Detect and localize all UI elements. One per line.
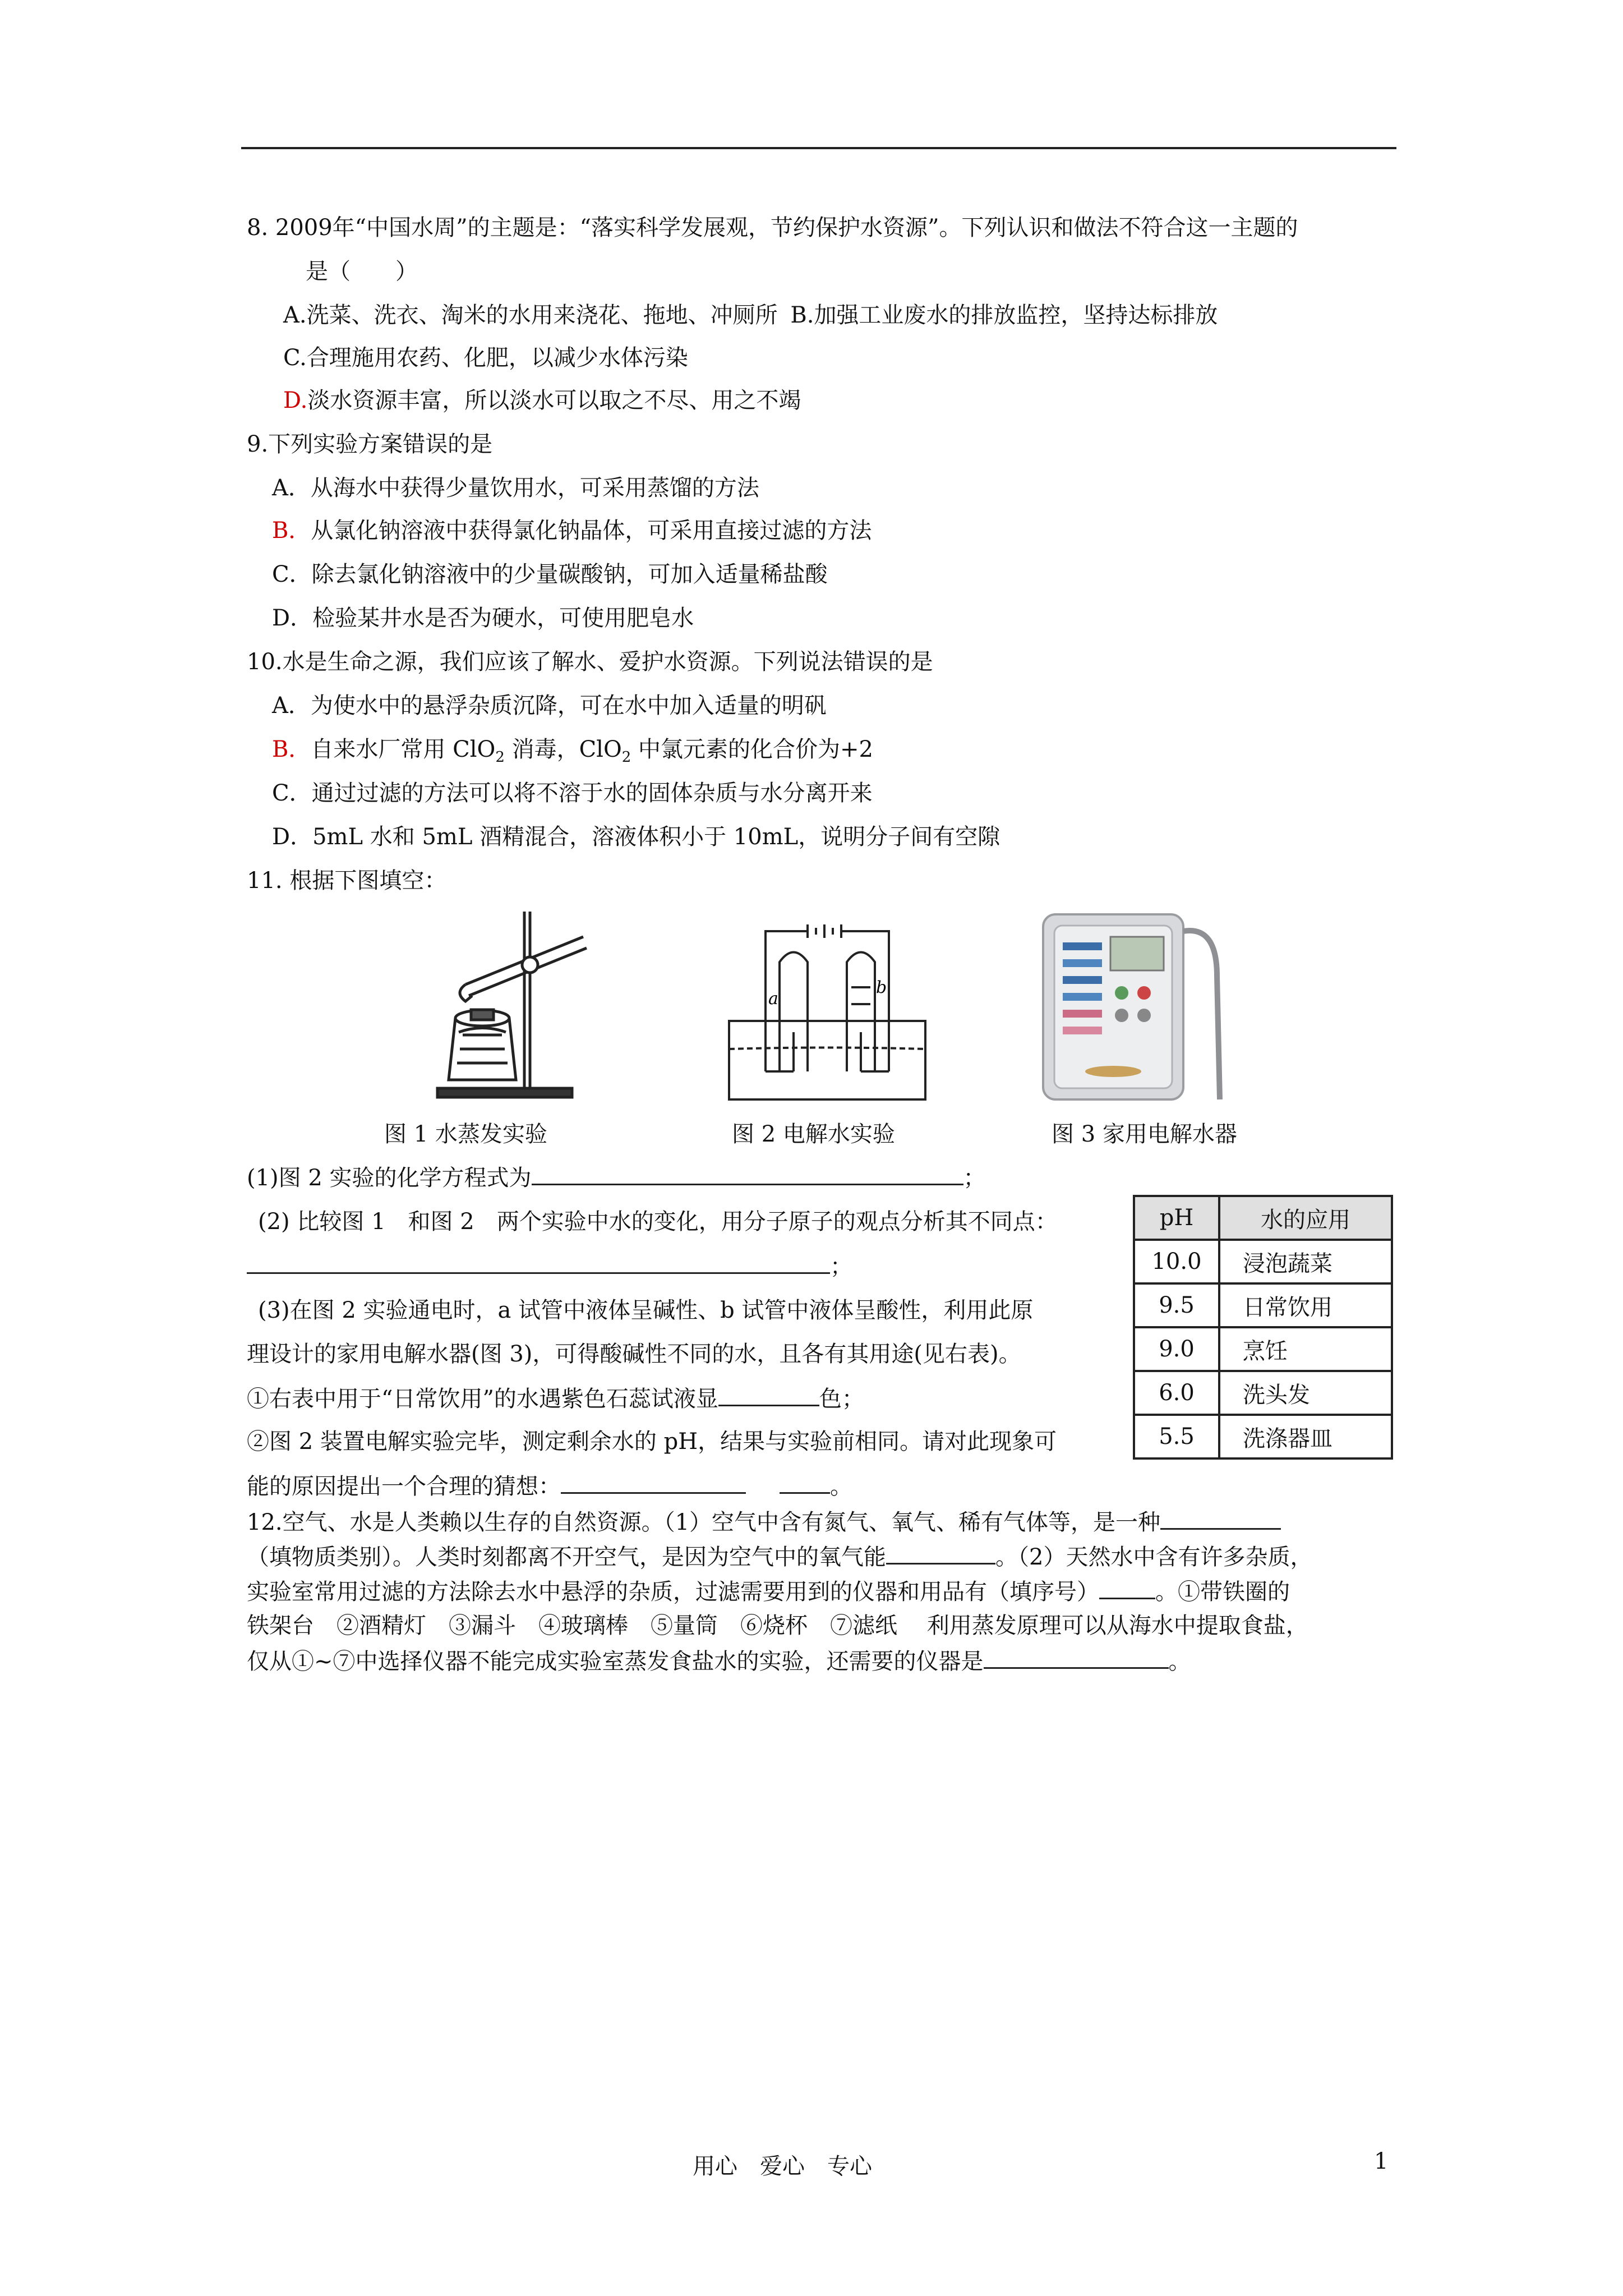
- q8-stem-line1: 8. 2009年“中国水周”的主题是：“落实科学发展观，节约保护水资源”。下列认识和做法不符合这一主题的: [247, 215, 1298, 241]
- q10-option-b-letter: B．: [272, 737, 311, 762]
- fig3-caption: 图 3 家用电解水器: [1052, 1121, 1237, 1147]
- q12-line1-text: 12.空气、水是人类赖以生存的自然资源。（1）空气中含有氮气、氧气、稀有气体等，是一种: [247, 1510, 1161, 1535]
- q12-line2-text-b: 。（2）天然水中含有许多杂质，: [995, 1544, 1313, 1570]
- q10-stem: 10.水是生命之源，我们应该了解水、爱护水资源。下列说法错误的是: [247, 649, 933, 675]
- fig1-evaporation-apparatus: [432, 912, 600, 1102]
- q10-option-d: D．5mL 水和 5mL 酒精混合，溶液体积小于 10mL，说明分子间有空隙: [272, 824, 1000, 850]
- table-cell-application: 洗头发: [1219, 1371, 1392, 1415]
- q10-option-b-part2: 消毒，ClO: [504, 737, 622, 762]
- q11-part2-answer-blank[interactable]: [247, 1250, 830, 1274]
- table-cell-ph: 9.5: [1134, 1283, 1219, 1327]
- q11-part2: (2) 比较图 1 和图 2 两个实验中水的变化，用分子原子的观点分析其不同点：: [258, 1209, 1058, 1235]
- table-row: [1134, 1371, 1392, 1415]
- q10-option-b-part1: 自来水厂常用 ClO: [311, 737, 496, 762]
- q10-option-b-part3: 中氯元素的化合价为+2: [631, 737, 873, 762]
- table-header-row: [1134, 1196, 1392, 1240]
- fig2-label-b: b: [876, 978, 887, 997]
- q11-stem: 11. 根据下图填空：: [247, 868, 447, 894]
- q12-oxygen-blank[interactable]: [886, 1540, 995, 1565]
- q10-option-c: C．通过过滤的方法可以将不溶于水的固体杂质与水分离开来: [272, 780, 873, 806]
- q9-option-b-letter: B．: [272, 518, 311, 544]
- q8-option-c: C.合理施用农药、化肥，以减少水体污染: [283, 345, 688, 371]
- table-cell-ph: 10.0: [1134, 1240, 1219, 1283]
- table-row: [1134, 1327, 1392, 1371]
- table-header-application: 水的应用: [1219, 1196, 1392, 1240]
- q12-line3-text-b: 。①带铁圈的: [1155, 1579, 1290, 1605]
- q11-part3-line3-text: ①右表中用于“日常饮用”的水遇紫色石蕊试液显: [247, 1386, 718, 1412]
- q11-part3-line5-text: 能的原因提出一个合理的猜想：: [247, 1474, 561, 1499]
- table-header-ph: pH: [1134, 1196, 1219, 1240]
- q8-option-d: [283, 385, 801, 416]
- q11-part3-line3: [247, 1382, 864, 1415]
- fig2-label-a: a: [768, 989, 778, 1009]
- q12-line5-text: 仅从①~⑦中选择仪器不能完成实验室蒸发食盐水的实验，还需要的仪器是: [247, 1649, 984, 1674]
- q8-stem-line2: 是（ ）: [306, 259, 418, 284]
- fig2-electrolysis-apparatus: [723, 920, 931, 1105]
- q8-option-a: [283, 300, 1218, 331]
- q12-line1: [247, 1506, 1281, 1538]
- q11-part1: [247, 1161, 986, 1194]
- q11-part3-guess-blank-2[interactable]: [780, 1470, 830, 1494]
- q8-option-d-text: 淡水资源丰富，所以淡水可以取之不尽、用之不竭: [307, 388, 801, 413]
- q11-part3-line3-end: 色；: [819, 1386, 864, 1412]
- table-cell-ph: 6.0: [1134, 1371, 1219, 1415]
- table-cell-application: 烹饪: [1219, 1327, 1392, 1371]
- q11-part1-answer-blank[interactable]: [532, 1161, 963, 1185]
- fig1-caption: 图 1 水蒸发实验: [384, 1121, 547, 1147]
- q8-option-b-text: B.加强工业废水的排放监控，坚持达标排放: [790, 302, 1218, 328]
- q11-part3-guess-blank-1[interactable]: [561, 1470, 746, 1494]
- footer-motto: 用心 爱心 专心: [693, 2154, 872, 2179]
- table-row: [1134, 1240, 1392, 1283]
- q9-option-a: A．从海水中获得少量饮用水，可采用蒸馏的方法: [272, 475, 759, 501]
- table-cell-ph: 5.5: [1134, 1415, 1219, 1458]
- q11-part3-line4: ②图 2 装置电解实验完毕，测定剩余水的 pH，结果与实验前相同。请对此现象可: [247, 1429, 1057, 1455]
- q10-option-b-sub2: 2: [621, 749, 631, 766]
- q12-filter-items-blank[interactable]: [1099, 1575, 1155, 1599]
- table-cell-application: 浸泡蔬菜: [1219, 1240, 1392, 1283]
- q12-line5: [247, 1645, 1191, 1677]
- table-cell-application: 洗涤器皿: [1219, 1415, 1392, 1458]
- q12-line3-text-a: 实验室常用过滤的方法除去水中悬浮的杂质，过滤需要用到的仪器和用品有（填序号）: [247, 1579, 1099, 1605]
- q12-line5-end: 。: [1168, 1649, 1191, 1674]
- q11-part3-color-blank[interactable]: [718, 1382, 819, 1406]
- q9-option-c: C．除去氯化钠溶液中的少量碳酸钠，可加入适量稀盐酸: [272, 562, 828, 587]
- q11-part3-line5-end: 。: [830, 1474, 852, 1499]
- q11-part1-end: ；: [963, 1165, 986, 1191]
- q8-option-d-letter: D.: [283, 388, 308, 413]
- q8-option-a-text: A.洗菜、洗衣、淘米的水用来浇花、拖地、冲厕所: [283, 302, 778, 328]
- q10-option-b-sub1: 2: [495, 749, 505, 766]
- q11-part2-answer: [247, 1250, 852, 1282]
- q12-category-blank[interactable]: [1160, 1506, 1281, 1530]
- q11-part3-line1: (3)在图 2 实验通电时，a 试管中液体呈碱性、b 试管中液体呈酸性，利用此原: [258, 1297, 1034, 1323]
- page-number: 1: [1374, 2148, 1389, 2174]
- q10-option-b: [272, 734, 873, 773]
- q11-part3-line2: 理设计的家用电解水器(图 3)，可得酸碱性不同的水，且各有其用途(见右表)。: [247, 1341, 1021, 1367]
- q12-line4: 铁架台 ②酒精灯 ③漏斗 ④玻璃棒 ⑤量筒 ⑥烧杯 ⑦滤纸 利用蒸发原理可以从海水中提取食盐，: [247, 1613, 1308, 1639]
- ph-application-table: [1133, 1195, 1393, 1460]
- fig2-caption: 图 2 电解水实验: [732, 1121, 895, 1147]
- table-cell-application: 日常饮用: [1219, 1283, 1392, 1327]
- table-row: [1134, 1415, 1392, 1458]
- header-rule: [241, 147, 1396, 149]
- q12-line3: [247, 1575, 1290, 1608]
- q10-option-a: A．为使水中的悬浮杂质沉降，可在水中加入适量的明矾: [272, 693, 827, 719]
- q9-option-b: [272, 515, 872, 546]
- q11-part1-text: (1)图 2 实验的化学方程式为: [247, 1165, 532, 1191]
- q12-instrument-blank[interactable]: [984, 1645, 1169, 1669]
- q9-option-b-text: 从氯化钠溶液中获得氯化钠晶体，可采用直接过滤的方法: [311, 518, 872, 544]
- table-cell-ph: 9.0: [1134, 1327, 1219, 1371]
- q9-option-d: D．检验某井水是否为硬水，可使用肥皂水: [272, 605, 694, 631]
- fig3-home-electrolyzer: [1032, 909, 1234, 1105]
- q12-line2: [247, 1540, 1312, 1573]
- q9-stem: 9.下列实验方案错误的是: [247, 431, 493, 457]
- q12-line2-text-a: （填物质类别）。人类时刻都离不开空气，是因为空气中的氧气能: [247, 1544, 886, 1570]
- q11-part3-line5: [247, 1470, 852, 1502]
- q11-part2-end: ；: [830, 1254, 852, 1280]
- table-row: [1134, 1283, 1392, 1327]
